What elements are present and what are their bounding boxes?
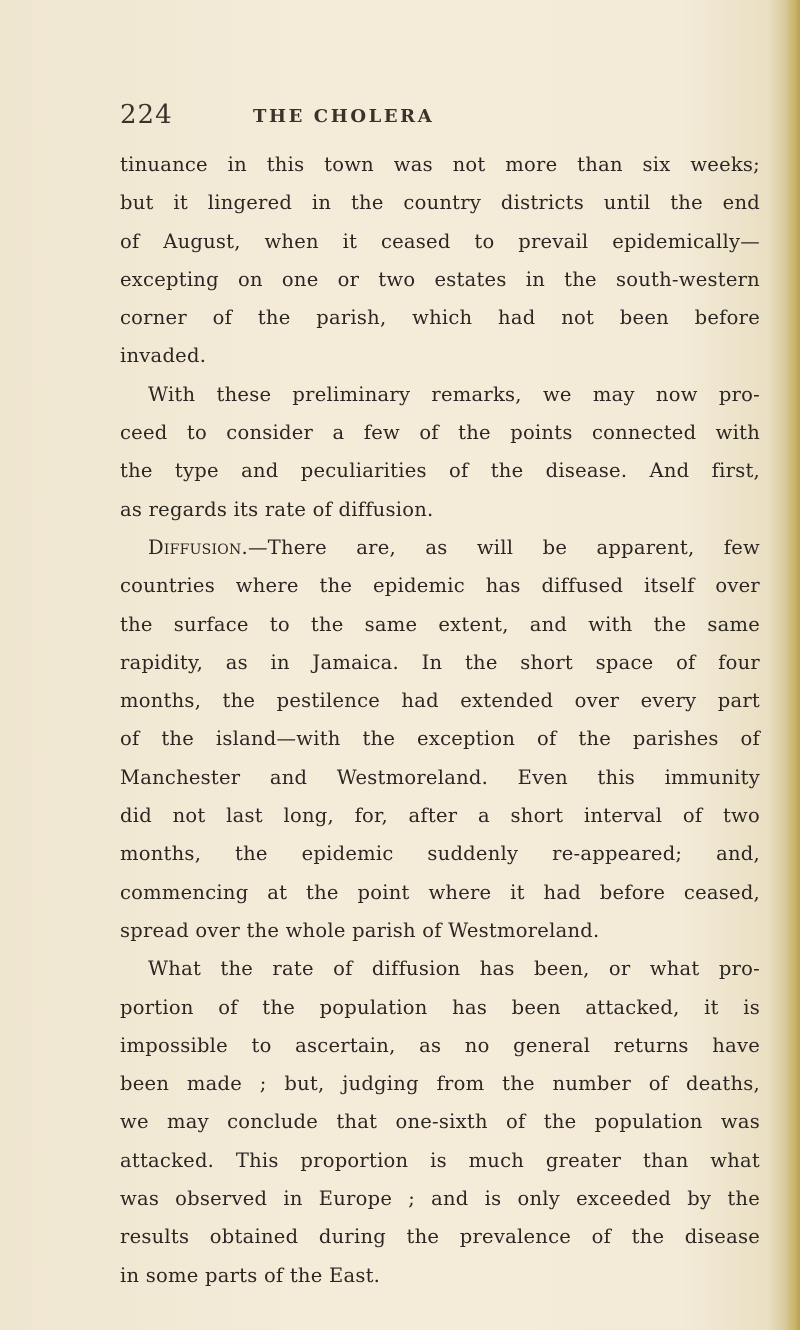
text-line: Manchester and Westmoreland. Even this immunity xyxy=(120,765,760,789)
text-line xyxy=(120,529,760,567)
text-line: With these preliminary remarks, we may now pro- xyxy=(148,382,760,406)
text-line: the type and peculiarities of the disease. And first, xyxy=(120,459,760,483)
text-line: attacked. This proportion is much greater than what xyxy=(120,1148,760,1172)
page-header xyxy=(0,100,800,140)
text-line: we may conclude that one-sixth of the population was xyxy=(120,1110,760,1134)
text-line: months, the epidemic suddenly re-appeared; and, xyxy=(120,842,760,866)
page-edge-shadow xyxy=(786,0,800,1330)
text-line: excepting on one or two estates in the south-western xyxy=(120,267,760,291)
text-line: of the island—with the exception of the parishes of xyxy=(120,727,760,751)
text-line: did not last long, for, after a short interval of two xyxy=(120,804,760,828)
text-line: as regards its rate of diffusion. xyxy=(120,497,434,521)
text-line: rapidity, as in Jamaica. In the short space of four xyxy=(120,650,760,674)
text-line: What the rate of diffusion has been, or what pro- xyxy=(148,957,760,981)
paragraph xyxy=(120,950,760,1295)
paragraph xyxy=(120,146,760,376)
text-line: tinuance in this town was not more than six weeks; xyxy=(120,153,760,176)
text-line: but it lingered in the country districts until the end xyxy=(120,191,760,215)
paragraph xyxy=(120,376,760,529)
page-number: 224 xyxy=(120,100,173,130)
running-title: THE CHOLERA xyxy=(253,106,435,127)
text-line: of August, when it ceased to prevail epidemically— xyxy=(120,229,760,253)
heading-line-text: —There are, as will be apparent, few xyxy=(247,535,760,559)
text-line: impossible to ascertain, as no general returns have xyxy=(120,1033,760,1057)
text-line: been made ; but, judging from the number of deaths, xyxy=(120,1072,760,1096)
section-heading: Diffusion. xyxy=(148,535,248,559)
text-line: portion of the population has been attacked, it is xyxy=(120,995,760,1019)
text-line: ceed to consider a few of the points connected with xyxy=(120,421,760,445)
text-line: the surface to the same extent, and with the same xyxy=(120,612,760,636)
text-line: results obtained during the prevalence of the disease xyxy=(120,1225,760,1249)
text-line: spread over the whole parish of Westmoreland. xyxy=(120,918,600,942)
text-line: invaded. xyxy=(120,344,207,368)
text-line: commencing at the point where it had before ceased, xyxy=(120,880,760,904)
paragraph xyxy=(120,529,760,950)
page-body xyxy=(120,146,760,1295)
text-line: was observed in Europe ; and is only exceeded by the xyxy=(120,1187,760,1211)
text-line: months, the pestilence had extended over every part xyxy=(120,689,760,713)
text-line: corner of the parish, which had not been before xyxy=(120,306,760,330)
text-line: in some parts of the East. xyxy=(120,1263,381,1287)
text-line: countries where the epidemic has diffused itself over xyxy=(120,574,760,598)
